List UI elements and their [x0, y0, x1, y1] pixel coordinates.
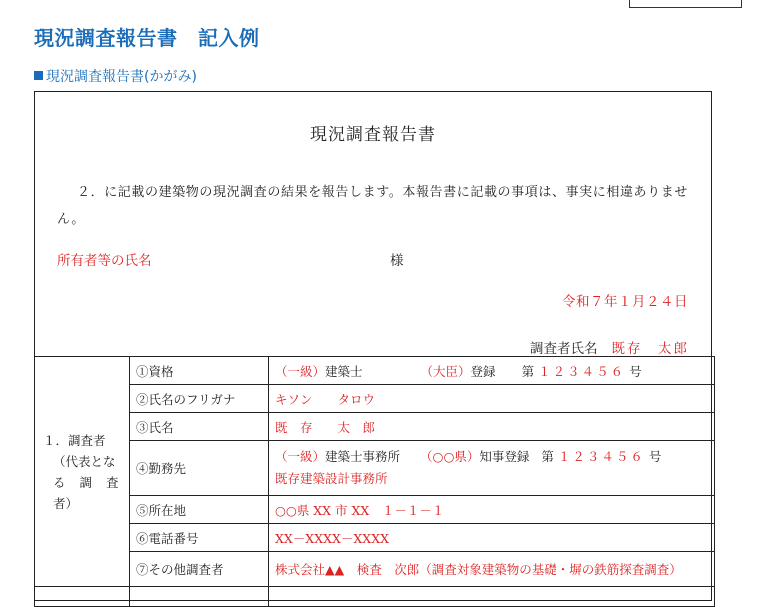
next-section-cell — [130, 587, 269, 607]
document-title: 現況調査報告書 — [310, 125, 436, 145]
office-number-prefix: 第 — [541, 449, 554, 464]
top-right-box — [629, 0, 742, 8]
section-1-label — [35, 357, 130, 587]
table-row — [35, 552, 715, 587]
table-row — [35, 441, 715, 496]
row-label-address: ⑤所在地 — [130, 496, 269, 524]
honorific-label: 様 — [390, 253, 404, 269]
office-number-suffix: 号 — [648, 449, 662, 464]
number-prefix: 第 — [521, 363, 535, 379]
section-1-line: １．調査者 — [43, 432, 106, 448]
qualification-text: 建築士 — [325, 363, 363, 379]
furigana-value: キソン タロウ — [269, 385, 715, 413]
number-suffix: 号 — [629, 363, 642, 379]
qualification-value — [269, 357, 715, 385]
table-row — [35, 524, 715, 552]
office-registration-line — [275, 446, 708, 468]
row-label-furigana: ②氏名のフリガナ — [130, 385, 269, 413]
section-1-line: る 調 査 — [53, 474, 124, 490]
inspector-signature — [530, 337, 689, 357]
page-heading: 現況調査報告書 記入例 — [34, 26, 260, 50]
row-label-workplace: ④勤務先 — [130, 441, 269, 496]
address-value: ○○県 XX 市 XX １－１－１ — [269, 496, 715, 524]
registration-number: １２３４５６ — [538, 363, 626, 379]
office-number: １２３４５６ — [557, 449, 645, 464]
report-form — [34, 91, 712, 601]
next-section-cell — [35, 587, 130, 607]
next-section-cell — [269, 587, 715, 607]
registration-text: 登録 — [470, 363, 496, 379]
office-name: 既存建築設計事務所 — [275, 471, 388, 486]
table-row — [35, 413, 715, 441]
office-text: 建築士事務所 — [325, 449, 401, 464]
row-label-other-inspectors: ⑦その他調査者 — [130, 552, 269, 587]
phone-value: XX－XXXX－XXXX — [269, 524, 715, 552]
inspector-label: 調査者氏名 — [530, 341, 598, 357]
sub-heading — [34, 66, 197, 86]
row-label-qualification: ①資格 — [130, 357, 269, 385]
table-row — [35, 357, 715, 385]
office-grade: （一級） — [275, 449, 326, 464]
name-value: 既 存 太 郎 — [269, 413, 715, 441]
row-label-name: ③氏名 — [130, 413, 269, 441]
owner-name-label: 所有者等の氏名 — [57, 253, 152, 269]
workplace-value — [269, 441, 715, 496]
office-prefecture: （○○県） — [420, 449, 480, 464]
row-label-phone: ⑥電話番号 — [130, 524, 269, 552]
inspector-table — [34, 356, 715, 607]
table-row — [35, 385, 715, 413]
square-bullet-icon — [34, 71, 43, 80]
qualification-grade: （一級） — [275, 363, 326, 379]
section-1-line: （代表とな — [53, 453, 116, 469]
table-row — [35, 587, 715, 607]
report-date: 令和７年１月２４日 — [562, 294, 688, 310]
inspector-name: 既存 太郎 — [611, 341, 689, 357]
office-registration: 知事登録 — [479, 449, 530, 464]
declaration-paragraph: ２．に記載の建築物の現況調査の結果を報告します。本報告書に記載の事項は、事実に相違ありません。 — [57, 185, 688, 227]
section-1-line: 者） — [53, 495, 79, 511]
table-row — [35, 496, 715, 524]
sub-heading-text: 現況調査報告書(かがみ) — [46, 69, 197, 85]
registration-authority: （大臣） — [420, 363, 471, 379]
other-inspectors-value: 株式会社▲▲ 検査 次郎（調査対象建築物の基礎・塀の鉄筋探査調査） — [269, 552, 715, 587]
